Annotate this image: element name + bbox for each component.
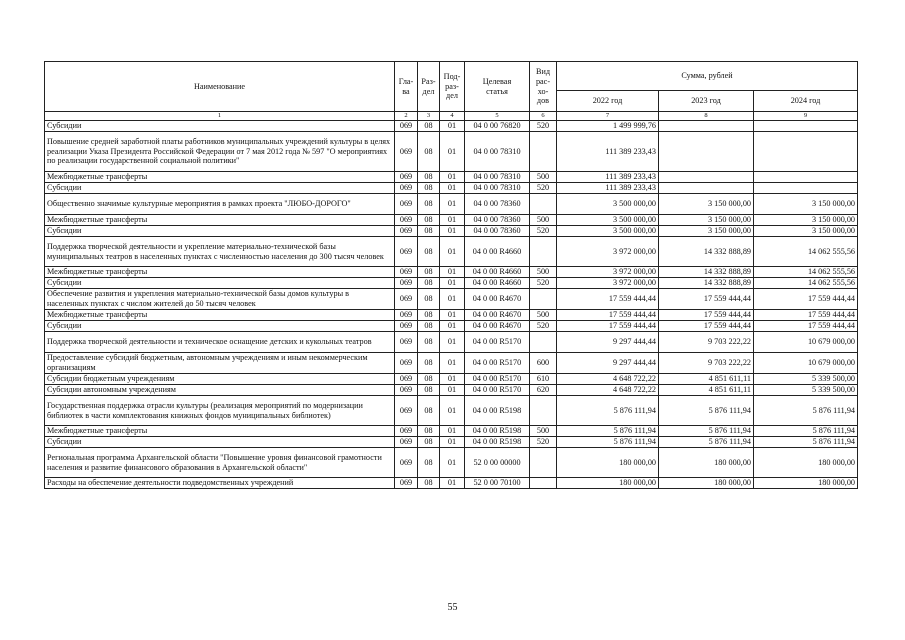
cell-podrazdel: 01 (440, 385, 465, 396)
cell-glava: 069 (395, 132, 418, 172)
cell-sum-2024: 180 000,00 (754, 478, 858, 489)
cell-sum-2024: 5 339 500,00 (754, 374, 858, 385)
table-row (45, 183, 858, 194)
cell-target: 04 0 00 78310 (465, 183, 530, 194)
cell-target: 04 0 00 R5198 (465, 437, 530, 448)
cell-target: 04 0 00 R5170 (465, 332, 530, 353)
cell-name: Региональная программа Архангельской области "Повышение уровня финансовой грамотности населения и развитие финансового образования в Архангельской области" (45, 448, 395, 478)
table-row (45, 121, 858, 132)
cell-sum-2022: 5 876 111,94 (557, 396, 659, 426)
cell-sum-2023: 9 703 222,22 (659, 353, 754, 374)
cell-vid: 600 (530, 353, 557, 374)
cell-vid: 520 (530, 183, 557, 194)
table-row (45, 448, 858, 478)
cell-podrazdel: 01 (440, 194, 465, 215)
col-header-sum: Сумма, рублей (557, 62, 858, 91)
cell-vid (530, 289, 557, 310)
cell-name: Межбюджетные трансферты (45, 310, 395, 321)
cell-name: Субсидии бюджетным учреждениям (45, 374, 395, 385)
cell-vid: 500 (530, 426, 557, 437)
cell-glava: 069 (395, 215, 418, 226)
cell-razdel: 08 (418, 215, 440, 226)
table-row (45, 226, 858, 237)
cell-sum-2023: 4 851 611,11 (659, 385, 754, 396)
cell-vid (530, 132, 557, 172)
cell-sum-2024 (754, 121, 858, 132)
cell-name: Предоставление субсидий бюджетным, автономным учреждениям и иным некоммерческим организациям (45, 353, 395, 374)
cell-target: 04 0 00 76820 (465, 121, 530, 132)
cell-glava: 069 (395, 267, 418, 278)
cell-sum-2024: 5 876 111,94 (754, 437, 858, 448)
table-row (45, 385, 858, 396)
cell-glava: 069 (395, 396, 418, 426)
cell-razdel: 08 (418, 226, 440, 237)
cell-name: Повышение средней заработной платы работников муниципальных учреждений культуры в целях реализации Указа Президента Российской Федерации от 7 мая 2012 года № 597 "О мероприятиях по реализации государственной социальной политики" (45, 132, 395, 172)
cell-name: Обеспечение развития и укрепления материально-технической базы домов культуры в населенных пунктах с числом жителей до 50 тысяч человек (45, 289, 395, 310)
cell-sum-2023: 17 559 444,44 (659, 310, 754, 321)
col-number: 3 (418, 112, 440, 121)
cell-target: 04 0 00 78360 (465, 194, 530, 215)
cell-sum-2023: 14 332 888,89 (659, 267, 754, 278)
cell-target: 04 0 00 78360 (465, 226, 530, 237)
cell-vid (530, 194, 557, 215)
cell-sum-2022: 5 876 111,94 (557, 437, 659, 448)
cell-name: Субсидии (45, 183, 395, 194)
cell-sum-2022: 17 559 444,44 (557, 289, 659, 310)
cell-vid (530, 478, 557, 489)
cell-razdel: 08 (418, 237, 440, 267)
cell-sum-2023: 3 150 000,00 (659, 226, 754, 237)
cell-glava: 069 (395, 172, 418, 183)
cell-sum-2024: 3 150 000,00 (754, 194, 858, 215)
table-row (45, 353, 858, 374)
cell-vid (530, 332, 557, 353)
cell-target: 04 0 00 78310 (465, 172, 530, 183)
cell-sum-2022: 111 389 233,43 (557, 132, 659, 172)
cell-sum-2023: 5 876 111,94 (659, 437, 754, 448)
cell-target: 04 0 00 R4660 (465, 237, 530, 267)
cell-razdel: 08 (418, 194, 440, 215)
cell-vid (530, 237, 557, 267)
cell-name: Субсидии (45, 226, 395, 237)
cell-sum-2023: 4 851 611,11 (659, 374, 754, 385)
cell-podrazdel: 01 (440, 267, 465, 278)
table-row (45, 396, 858, 426)
cell-sum-2022: 5 876 111,94 (557, 426, 659, 437)
col-number: 6 (530, 112, 557, 121)
cell-glava: 069 (395, 289, 418, 310)
cell-razdel: 08 (418, 374, 440, 385)
cell-podrazdel: 01 (440, 132, 465, 172)
cell-glava: 069 (395, 321, 418, 332)
cell-glava: 069 (395, 448, 418, 478)
table-row (45, 374, 858, 385)
cell-name: Межбюджетные трансферты (45, 172, 395, 183)
cell-glava: 069 (395, 478, 418, 489)
table-row (45, 478, 858, 489)
cell-glava: 069 (395, 194, 418, 215)
cell-glava: 069 (395, 278, 418, 289)
cell-razdel: 08 (418, 332, 440, 353)
col-header-vid: Вид рас- хо- дов (530, 62, 557, 112)
cell-target: 04 0 00 R4660 (465, 267, 530, 278)
cell-sum-2023: 17 559 444,44 (659, 321, 754, 332)
cell-vid: 500 (530, 215, 557, 226)
cell-name: Поддержка творческой деятельности и укрепление материально-технической базы муниципальных театров в населенных пунктах с численностью населения до 300 тысяч человек (45, 237, 395, 267)
cell-sum-2022: 3 972 000,00 (557, 278, 659, 289)
cell-podrazdel: 01 (440, 321, 465, 332)
page-number: 55 (447, 602, 458, 613)
cell-podrazdel: 01 (440, 226, 465, 237)
cell-sum-2022: 3 972 000,00 (557, 267, 659, 278)
cell-razdel: 08 (418, 183, 440, 194)
cell-glava: 069 (395, 426, 418, 437)
cell-vid: 520 (530, 226, 557, 237)
col-number: 9 (754, 112, 858, 121)
cell-sum-2022: 9 297 444,44 (557, 332, 659, 353)
cell-podrazdel: 01 (440, 278, 465, 289)
cell-target: 04 0 00 78360 (465, 215, 530, 226)
table-row (45, 437, 858, 448)
col-number: 4 (440, 112, 465, 121)
cell-podrazdel: 01 (440, 374, 465, 385)
col-header-target: Целевая статья (465, 62, 530, 112)
cell-sum-2024: 3 150 000,00 (754, 226, 858, 237)
cell-podrazdel: 01 (440, 353, 465, 374)
cell-glava: 069 (395, 237, 418, 267)
table-row (45, 321, 858, 332)
cell-podrazdel: 01 (440, 478, 465, 489)
cell-sum-2022: 111 389 233,43 (557, 172, 659, 183)
cell-sum-2024: 5 876 111,94 (754, 426, 858, 437)
cell-sum-2022: 9 297 444,44 (557, 353, 659, 374)
cell-sum-2023: 3 150 000,00 (659, 215, 754, 226)
cell-podrazdel: 01 (440, 237, 465, 267)
cell-sum-2022: 3 500 000,00 (557, 215, 659, 226)
cell-target: 04 0 00 R5170 (465, 374, 530, 385)
cell-razdel: 08 (418, 310, 440, 321)
cell-name: Субсидии автономным учреждениям (45, 385, 395, 396)
table-row (45, 426, 858, 437)
cell-glava: 069 (395, 121, 418, 132)
cell-sum-2022: 180 000,00 (557, 448, 659, 478)
cell-vid: 520 (530, 278, 557, 289)
cell-name: Поддержка творческой деятельности и техническое оснащение детских и кукольных театров (45, 332, 395, 353)
cell-sum-2022: 1 499 999,76 (557, 121, 659, 132)
cell-sum-2024: 17 559 444,44 (754, 289, 858, 310)
cell-name: Государственная поддержка отрасли культуры (реализация мероприятий по модернизации библиотек в части комплектования книжных фондов муниципальных библиотек) (45, 396, 395, 426)
col-header-glava: Гла- ва (395, 62, 418, 112)
header-number-row (45, 112, 858, 121)
cell-target: 52 0 00 70100 (465, 478, 530, 489)
cell-sum-2022: 17 559 444,44 (557, 310, 659, 321)
cell-sum-2024 (754, 172, 858, 183)
cell-target: 04 0 00 R5198 (465, 396, 530, 426)
cell-sum-2023: 3 150 000,00 (659, 194, 754, 215)
cell-podrazdel: 01 (440, 448, 465, 478)
cell-podrazdel: 01 (440, 426, 465, 437)
cell-sum-2024: 17 559 444,44 (754, 310, 858, 321)
cell-razdel: 08 (418, 478, 440, 489)
cell-sum-2022: 4 648 722,22 (557, 374, 659, 385)
cell-razdel: 08 (418, 353, 440, 374)
cell-vid (530, 396, 557, 426)
cell-target: 04 0 00 R4660 (465, 278, 530, 289)
col-number: 2 (395, 112, 418, 121)
cell-sum-2023 (659, 183, 754, 194)
cell-razdel: 08 (418, 426, 440, 437)
cell-sum-2023: 9 703 222,22 (659, 332, 754, 353)
cell-razdel: 08 (418, 267, 440, 278)
cell-vid: 620 (530, 385, 557, 396)
cell-glava: 069 (395, 385, 418, 396)
cell-target: 04 0 00 R5170 (465, 385, 530, 396)
cell-target: 04 0 00 R5198 (465, 426, 530, 437)
table-row (45, 267, 858, 278)
cell-sum-2023: 180 000,00 (659, 448, 754, 478)
cell-vid: 500 (530, 172, 557, 183)
cell-name: Субсидии (45, 437, 395, 448)
cell-name: Межбюджетные трансферты (45, 215, 395, 226)
cell-target: 04 0 00 R5170 (465, 353, 530, 374)
cell-sum-2022: 180 000,00 (557, 478, 659, 489)
header-row-1 (45, 62, 858, 91)
col-header-2022: 2022 год (557, 91, 659, 112)
cell-sum-2023: 5 876 111,94 (659, 426, 754, 437)
cell-vid: 520 (530, 121, 557, 132)
cell-podrazdel: 01 (440, 437, 465, 448)
cell-podrazdel: 01 (440, 332, 465, 353)
cell-sum-2023 (659, 172, 754, 183)
cell-razdel: 08 (418, 289, 440, 310)
col-header-name: Наименование (45, 62, 395, 112)
cell-sum-2023 (659, 132, 754, 172)
table-body (45, 121, 858, 489)
table-row (45, 194, 858, 215)
cell-name: Общественно значимые культурные мероприятия в рамках проекта "ЛЮБО-ДОРОГО" (45, 194, 395, 215)
cell-sum-2022: 111 389 233,43 (557, 183, 659, 194)
cell-podrazdel: 01 (440, 396, 465, 426)
cell-vid: 520 (530, 437, 557, 448)
cell-name: Межбюджетные трансферты (45, 267, 395, 278)
col-number: 1 (45, 112, 395, 121)
cell-glava: 069 (395, 353, 418, 374)
cell-target: 04 0 00 R4670 (465, 310, 530, 321)
cell-razdel: 08 (418, 437, 440, 448)
cell-podrazdel: 01 (440, 183, 465, 194)
cell-sum-2022: 4 648 722,22 (557, 385, 659, 396)
cell-sum-2023: 17 559 444,44 (659, 289, 754, 310)
cell-podrazdel: 01 (440, 215, 465, 226)
table-row (45, 310, 858, 321)
cell-glava: 069 (395, 310, 418, 321)
cell-sum-2024: 10 679 000,00 (754, 332, 858, 353)
cell-vid: 520 (530, 321, 557, 332)
cell-name: Субсидии (45, 278, 395, 289)
cell-sum-2024: 14 062 555,56 (754, 278, 858, 289)
table-row (45, 332, 858, 353)
cell-sum-2024: 14 062 555,56 (754, 267, 858, 278)
cell-name: Субсидии (45, 321, 395, 332)
table-row (45, 215, 858, 226)
col-number: 7 (557, 112, 659, 121)
cell-sum-2024: 3 150 000,00 (754, 215, 858, 226)
table-row (45, 132, 858, 172)
cell-glava: 069 (395, 437, 418, 448)
cell-target: 04 0 00 R4670 (465, 321, 530, 332)
cell-vid: 500 (530, 267, 557, 278)
cell-vid: 610 (530, 374, 557, 385)
cell-sum-2024: 5 876 111,94 (754, 396, 858, 426)
cell-vid (530, 448, 557, 478)
cell-razdel: 08 (418, 396, 440, 426)
cell-razdel: 08 (418, 385, 440, 396)
cell-sum-2023 (659, 121, 754, 132)
col-header-2024: 2024 год (754, 91, 858, 112)
cell-sum-2024: 5 339 500,00 (754, 385, 858, 396)
cell-glava: 069 (395, 332, 418, 353)
cell-sum-2024 (754, 183, 858, 194)
cell-sum-2023: 14 332 888,89 (659, 278, 754, 289)
cell-sum-2024: 17 559 444,44 (754, 321, 858, 332)
table-row (45, 289, 858, 310)
cell-razdel: 08 (418, 448, 440, 478)
cell-razdel: 08 (418, 132, 440, 172)
cell-sum-2022: 3 500 000,00 (557, 226, 659, 237)
cell-glava: 069 (395, 226, 418, 237)
cell-podrazdel: 01 (440, 310, 465, 321)
cell-podrazdel: 01 (440, 289, 465, 310)
col-header-podrazdel: Под- раз- дел (440, 62, 465, 112)
cell-target: 04 0 00 R4670 (465, 289, 530, 310)
cell-target: 52 0 00 00000 (465, 448, 530, 478)
cell-razdel: 08 (418, 321, 440, 332)
cell-glava: 069 (395, 183, 418, 194)
cell-name: Расходы на обеспечение деятельности подведомственных учреждений (45, 478, 395, 489)
cell-sum-2022: 17 559 444,44 (557, 321, 659, 332)
cell-sum-2022: 3 500 000,00 (557, 194, 659, 215)
cell-sum-2024: 14 062 555,56 (754, 237, 858, 267)
cell-razdel: 08 (418, 172, 440, 183)
col-number: 5 (465, 112, 530, 121)
cell-sum-2024 (754, 132, 858, 172)
cell-podrazdel: 01 (440, 172, 465, 183)
col-number: 8 (659, 112, 754, 121)
cell-sum-2024: 10 679 000,00 (754, 353, 858, 374)
col-header-razdel: Раз- дел (418, 62, 440, 112)
cell-sum-2023: 180 000,00 (659, 478, 754, 489)
budget-table (44, 61, 858, 489)
col-header-2023: 2023 год (659, 91, 754, 112)
cell-target: 04 0 00 78310 (465, 132, 530, 172)
cell-podrazdel: 01 (440, 121, 465, 132)
cell-name: Межбюджетные трансферты (45, 426, 395, 437)
cell-glava: 069 (395, 374, 418, 385)
table-row (45, 278, 858, 289)
table-row (45, 237, 858, 267)
cell-sum-2022: 3 972 000,00 (557, 237, 659, 267)
budget-sheet (44, 61, 857, 489)
cell-sum-2023: 5 876 111,94 (659, 396, 754, 426)
cell-sum-2023: 14 332 888,89 (659, 237, 754, 267)
cell-vid: 500 (530, 310, 557, 321)
cell-name: Субсидии (45, 121, 395, 132)
cell-razdel: 08 (418, 278, 440, 289)
table-row (45, 172, 858, 183)
cell-razdel: 08 (418, 121, 440, 132)
cell-sum-2024: 180 000,00 (754, 448, 858, 478)
